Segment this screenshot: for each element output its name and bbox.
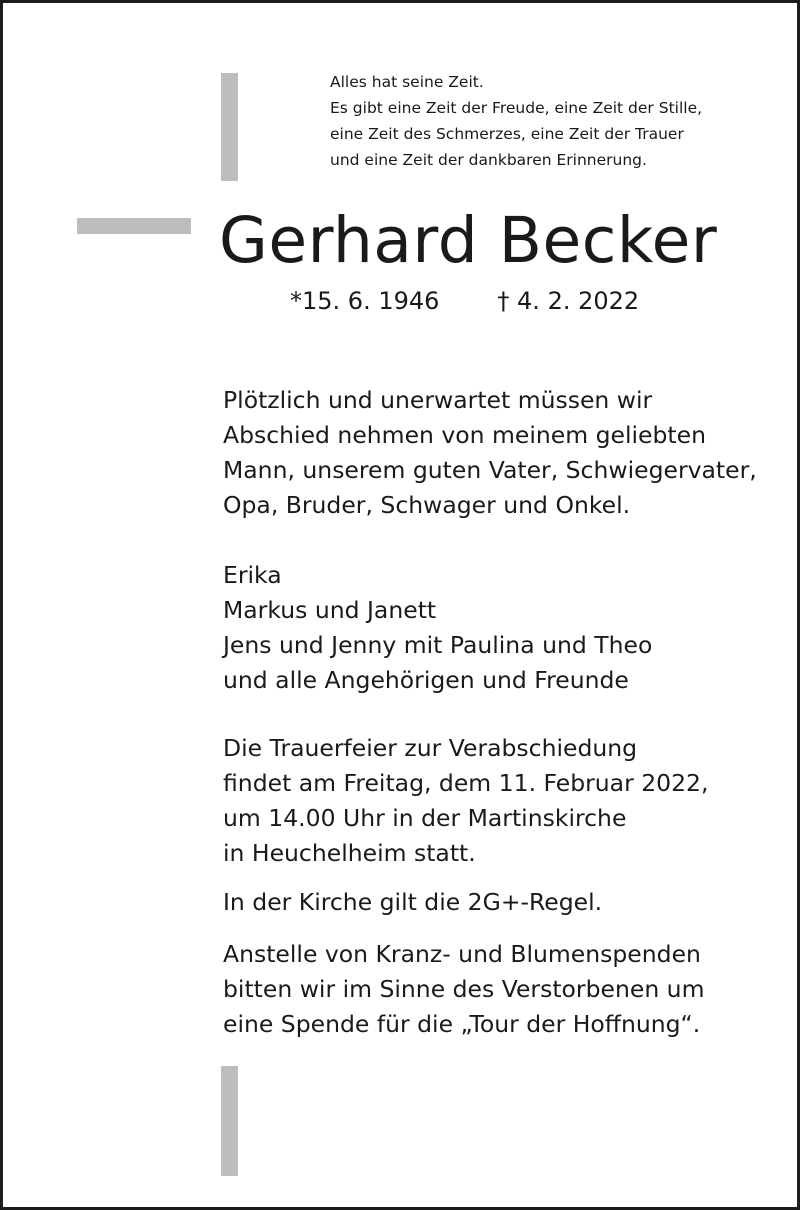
announcement-line: Mann, unserem guten Vater, Schwiegervater,	[223, 456, 757, 484]
service-line: findet am Freitag, dem 11. Februar 2022,	[223, 769, 709, 797]
service-line: um 14.00 Uhr in der Martinskirche	[223, 804, 627, 832]
announcement-text	[223, 383, 757, 523]
cross-bar-bottom	[221, 1066, 238, 1176]
church-rule-note	[223, 885, 602, 920]
verse-line: eine Zeit des Schmerzes, eine Zeit der Trauer	[330, 125, 684, 143]
family-line: und alle Angehörigen und Freunde	[223, 666, 629, 694]
death-date: † 4. 2. 2022	[497, 287, 640, 315]
announcement-line: Abschied nehmen von meinem geliebten	[223, 421, 707, 449]
family-line: Erika	[223, 561, 282, 589]
deceased-name: Gerhard Becker	[219, 204, 718, 277]
announcement-line: Opa, Bruder, Schwager und Onkel.	[223, 491, 631, 519]
announcement-line: Plötzlich und unerwartet müssen wir	[223, 386, 653, 414]
family-line: Jens und Jenny mit Paulina und Theo	[223, 631, 653, 659]
donation-line: bitten wir im Sinne des Verstorbenen um	[223, 975, 705, 1003]
cross-bar-left	[77, 218, 191, 234]
verse-line: und eine Zeit der dankbaren Erinnerung.	[330, 151, 647, 169]
rule-line: In der Kirche gilt die 2G+-Regel.	[223, 888, 603, 916]
donation-line: eine Spende für die „Tour der Hoffnung“.	[223, 1010, 701, 1038]
service-line: in Heuchelheim statt.	[223, 839, 476, 867]
service-info	[223, 731, 708, 871]
donation-line: Anstelle von Kranz- und Blumenspenden	[223, 940, 701, 968]
verse-line: Alles hat seine Zeit.	[330, 73, 484, 91]
birth-date: *15. 6. 1946	[290, 287, 440, 315]
cross-bar-top	[221, 73, 238, 181]
verse	[330, 69, 702, 173]
life-dates	[290, 283, 639, 319]
service-line: Die Trauerfeier zur Verabschiedung	[223, 734, 638, 762]
family-line: Markus und Janett	[223, 596, 437, 624]
donation-request	[223, 937, 704, 1042]
verse-line: Es gibt eine Zeit der Freude, eine Zeit der Stille,	[330, 99, 703, 117]
family-list	[223, 558, 652, 698]
